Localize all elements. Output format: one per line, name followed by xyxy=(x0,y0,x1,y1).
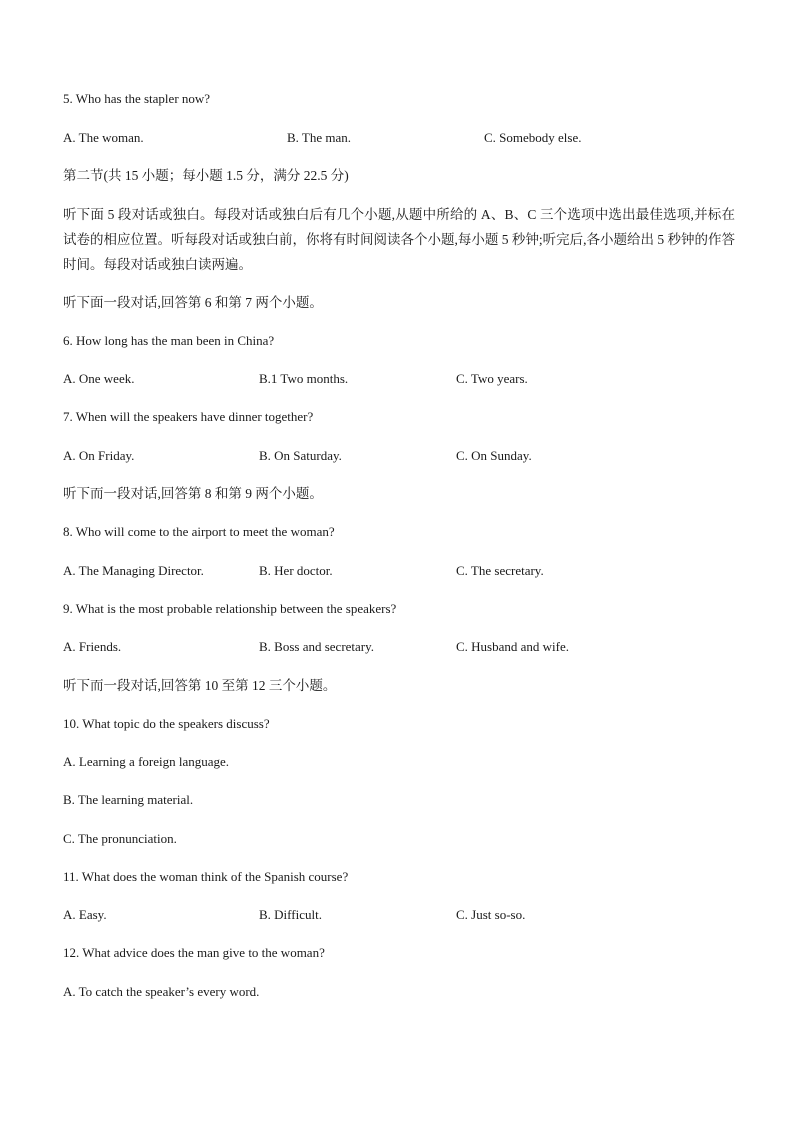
question-10-option-a: A. Learning a foreign language. xyxy=(63,754,230,769)
question-10-option-b: B. The learning material. xyxy=(63,792,194,807)
question-5: 5. Who has the stapler now? xyxy=(63,91,211,106)
option-c: C. Somebody else. xyxy=(484,130,582,145)
question-8: 8. Who will come to the airport to meet the woman? xyxy=(63,524,335,539)
option-a: A. Friends. xyxy=(63,639,122,654)
option-c: C. Just so-so. xyxy=(456,907,526,922)
question-10-option-c: C. The pronunciation. xyxy=(63,831,177,846)
option-b: B. The man. xyxy=(287,130,352,145)
question-9: 9. What is the most probable relationship between the speakers? xyxy=(63,601,397,616)
question-6-options xyxy=(63,370,743,388)
option-c: C. Husband and wife. xyxy=(456,639,570,654)
question-12-option-a: A. To catch the speaker’s every word. xyxy=(63,984,260,999)
question-5-options xyxy=(63,129,743,147)
option-c: C. The secretary. xyxy=(456,563,544,578)
option-a: A. Easy. xyxy=(63,907,107,922)
dialog-intro-8-9: 听下而一段对话,回答第 8 和第 9 两个小题。 xyxy=(63,486,323,501)
dialog-intro-10-12: 听下而一段对话,回答第 10 至第 12 三个小题。 xyxy=(63,678,337,693)
option-a: A. The woman. xyxy=(63,130,144,145)
section-header: 第二节(共 15 小题；每小题 1.5 分，满分 22.5 分) xyxy=(63,168,349,183)
dialog-intro-6-7: 听下面一段对话,回答第 6 和第 7 两个小题。 xyxy=(63,295,323,310)
question-9-options xyxy=(63,638,743,656)
option-a: A. On Friday. xyxy=(63,448,135,463)
option-b: B. Difficult. xyxy=(259,907,322,922)
question-7: 7. When will the speakers have dinner together? xyxy=(63,409,314,424)
option-a: A. The Managing Director. xyxy=(63,563,204,578)
section-instructions: 听下面 5 段对话或独白。每段对话或独白后有几个小题,从题中所给的 A、B、C 三个选项中选出最佳选项,并标在试卷的相应位置。听每段对话或独白前，你将有时间阅读各个小题,每小题 5 秒钟;听完后,各小题给出 5 秒钟的作答时间。每段对话或独白读两遍。 xyxy=(63,207,735,272)
option-c: C. On Sunday. xyxy=(456,448,532,463)
question-6: 6. How long has the man been in China? xyxy=(63,333,275,348)
question-11-options xyxy=(63,906,743,924)
question-8-options xyxy=(63,562,743,580)
option-b: B. Boss and secretary. xyxy=(259,639,375,654)
question-10: 10. What topic do the speakers discuss? xyxy=(63,716,270,731)
option-b: B.1 Two months. xyxy=(259,371,349,386)
option-b: B. Her doctor. xyxy=(259,563,333,578)
question-7-options xyxy=(63,447,743,465)
option-c: C. Two years. xyxy=(456,371,528,386)
option-a: A. One week. xyxy=(63,371,135,386)
question-12: 12. What advice does the man give to the woman? xyxy=(63,945,325,960)
question-11: 11. What does the woman think of the Spanish course? xyxy=(63,869,349,884)
option-b: B. On Saturday. xyxy=(259,448,342,463)
